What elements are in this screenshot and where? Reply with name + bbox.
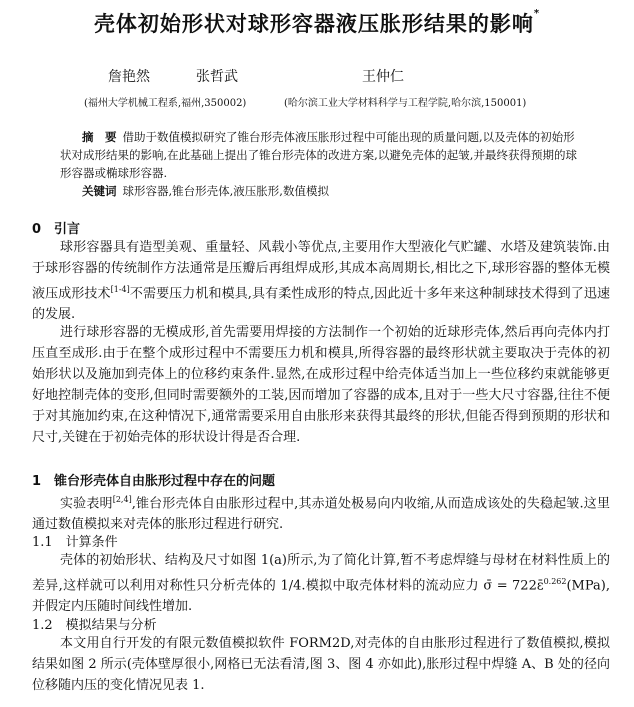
intro-p1-text-a: 球形容器具有造型美观、重量轻、风载小等优点,主要用作大型液化气贮罐、水塔及建筑装饰.由于球形容器的传统制作方法通常是压瓣后再组焊成形,其成本高周期长,相比之下,球形容器的整体无模液压成形技术 <box>32 240 610 302</box>
section-heading-1: 1 锥台形壳体自由胀形过程中存在的问题 <box>32 474 276 489</box>
paper-title <box>0 8 634 38</box>
abstract-text: 借助于数值模拟研究了锥台形壳体液压胀形过程中可能出现的质量问题,以及壳体的初始形状对成形结果的影响,在此基础上提出了锥台形壳体的改进方案,以避免壳体的起皱,并最终获得预期的球形容器或椭球形容器. <box>60 130 577 180</box>
keywords-label: 关键词 <box>82 184 117 198</box>
citation-ref: [1-4] <box>110 285 130 294</box>
keywords-line <box>60 182 580 200</box>
author-1: 詹艳然 <box>108 69 150 85</box>
author-3: 王仲仁 <box>362 69 404 85</box>
subsection-heading-1-1: 1.1 计算条件 <box>32 535 118 550</box>
author-2: 张哲武 <box>196 69 238 85</box>
subsection-heading-1-2: 1.2 模拟结果与分析 <box>32 618 157 633</box>
title-footnote-mark: * <box>533 8 541 19</box>
s11-text-b: (MPa),并假定内压随时间线性增加. <box>32 578 610 615</box>
intro-p1-text-b: 不需要压力机和模具,具有柔性成形的特点,因此近十多年来这种制球技术得到了迅速的发展. <box>32 286 610 323</box>
abstract-block <box>60 128 580 200</box>
citation-ref: [2,4] <box>112 495 132 504</box>
s1-text-b: ,锥台形壳体自由胀形过程中,其赤道处极易向内收缩,从而造成该处的失稳起皱.这里通过数值模拟来对壳体的胀形过程进行研究. <box>32 496 610 533</box>
s11-text-a: 壳体的初始形状、结构及尺寸如图 1(a)所示,为了简化计算,暂不考虑焊缝与母材在材料性质上的差异,这样就可以利用对称性只分析壳体的 1/4.模拟中取壳体材料的流动应力 σ̄ = 722ε̄ <box>32 553 610 594</box>
s1-text-a: 实验表明 <box>60 496 113 512</box>
keywords-text: 球形容器,锥台形壳体,液压胀形,数值模拟 <box>122 184 329 198</box>
affiliation-left: (福州大学机械工程系,福州,350002) <box>84 98 247 109</box>
abstract-label: 摘 要 <box>82 130 117 144</box>
intro-paragraph-1 <box>32 237 610 325</box>
intro-paragraph-2: 进行球形容器的无模成形,首先需要用焊接的方法制作一个初始的近球形壳体,然后再向壳体内打压直至成形.由于在整个成形过程中不需要压力机和模具,所得容器的最终形状就主要取决于壳体的初始形状以及施加到壳体上的位移约束条件.显然,在成形过程中给壳体适当加上一些位移约束就能够更好地控制壳体的变形,但同时需要额外的工装,因而增加了容器的成本,且对于一些大尺寸容器,往往不便于对其施加约束,在这种情况下,通常需要采用自由胀形来获得其最终的形状,但能否得到预期的形状和尺寸,关键在于初始壳体的形状设计得是否合理. <box>32 325 610 445</box>
subsection-1-1-paragraph <box>32 550 610 617</box>
exponent: 0.262 <box>543 577 567 586</box>
section-heading-intro: 0 引言 <box>32 222 81 237</box>
title-text: 壳体初始形状对球形容器液压胀形结果的影响 <box>93 12 534 36</box>
section1-paragraph <box>32 489 610 535</box>
abstract-paragraph <box>60 128 580 182</box>
subsection-1-2-paragraph: 本文用自行开发的有限元数值模拟软件 FORM2D,对壳体的自由胀形过程进行了数值模拟,模拟结果如图 2 所示(壳体壁厚很小,网格已无法看清,图 3、图 4 亦如此),胀形过程中焊缝 A、B 处的径向位移随内压的变化情况见表 1. <box>32 636 610 693</box>
affiliation-right: (哈尔滨工业大学材料科学与工程学院,哈尔滨,150001) <box>284 98 527 109</box>
